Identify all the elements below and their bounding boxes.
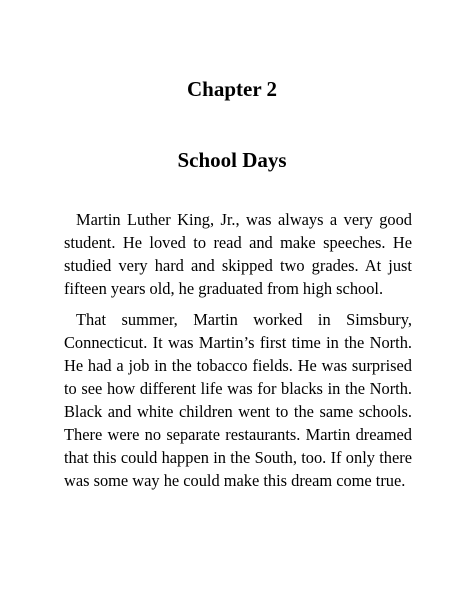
chapter-number: Chapter 2 [186,77,278,101]
chapter-body [64,208,412,500]
paragraph: Martin Luther King, Jr., was always a very good student. He loved to read and make speeches. He studied very hard and skipped two grades. At just fifteen years old, he graduated from high school. [64,210,412,298]
paragraph: That summer, Martin worked in Simsbury, Connecticut. It was Martin’s first time in the North. He had a job in the tobacco fields. He was surprised to see how different life was for blacks in the North. Black and white children went to the same schools. There were no separate restaurants. Martin dreamed that this could happen in the South, too. If only there was some way he could make this dream come true. [64,310,412,490]
chapter-title: School Days [177,148,287,172]
